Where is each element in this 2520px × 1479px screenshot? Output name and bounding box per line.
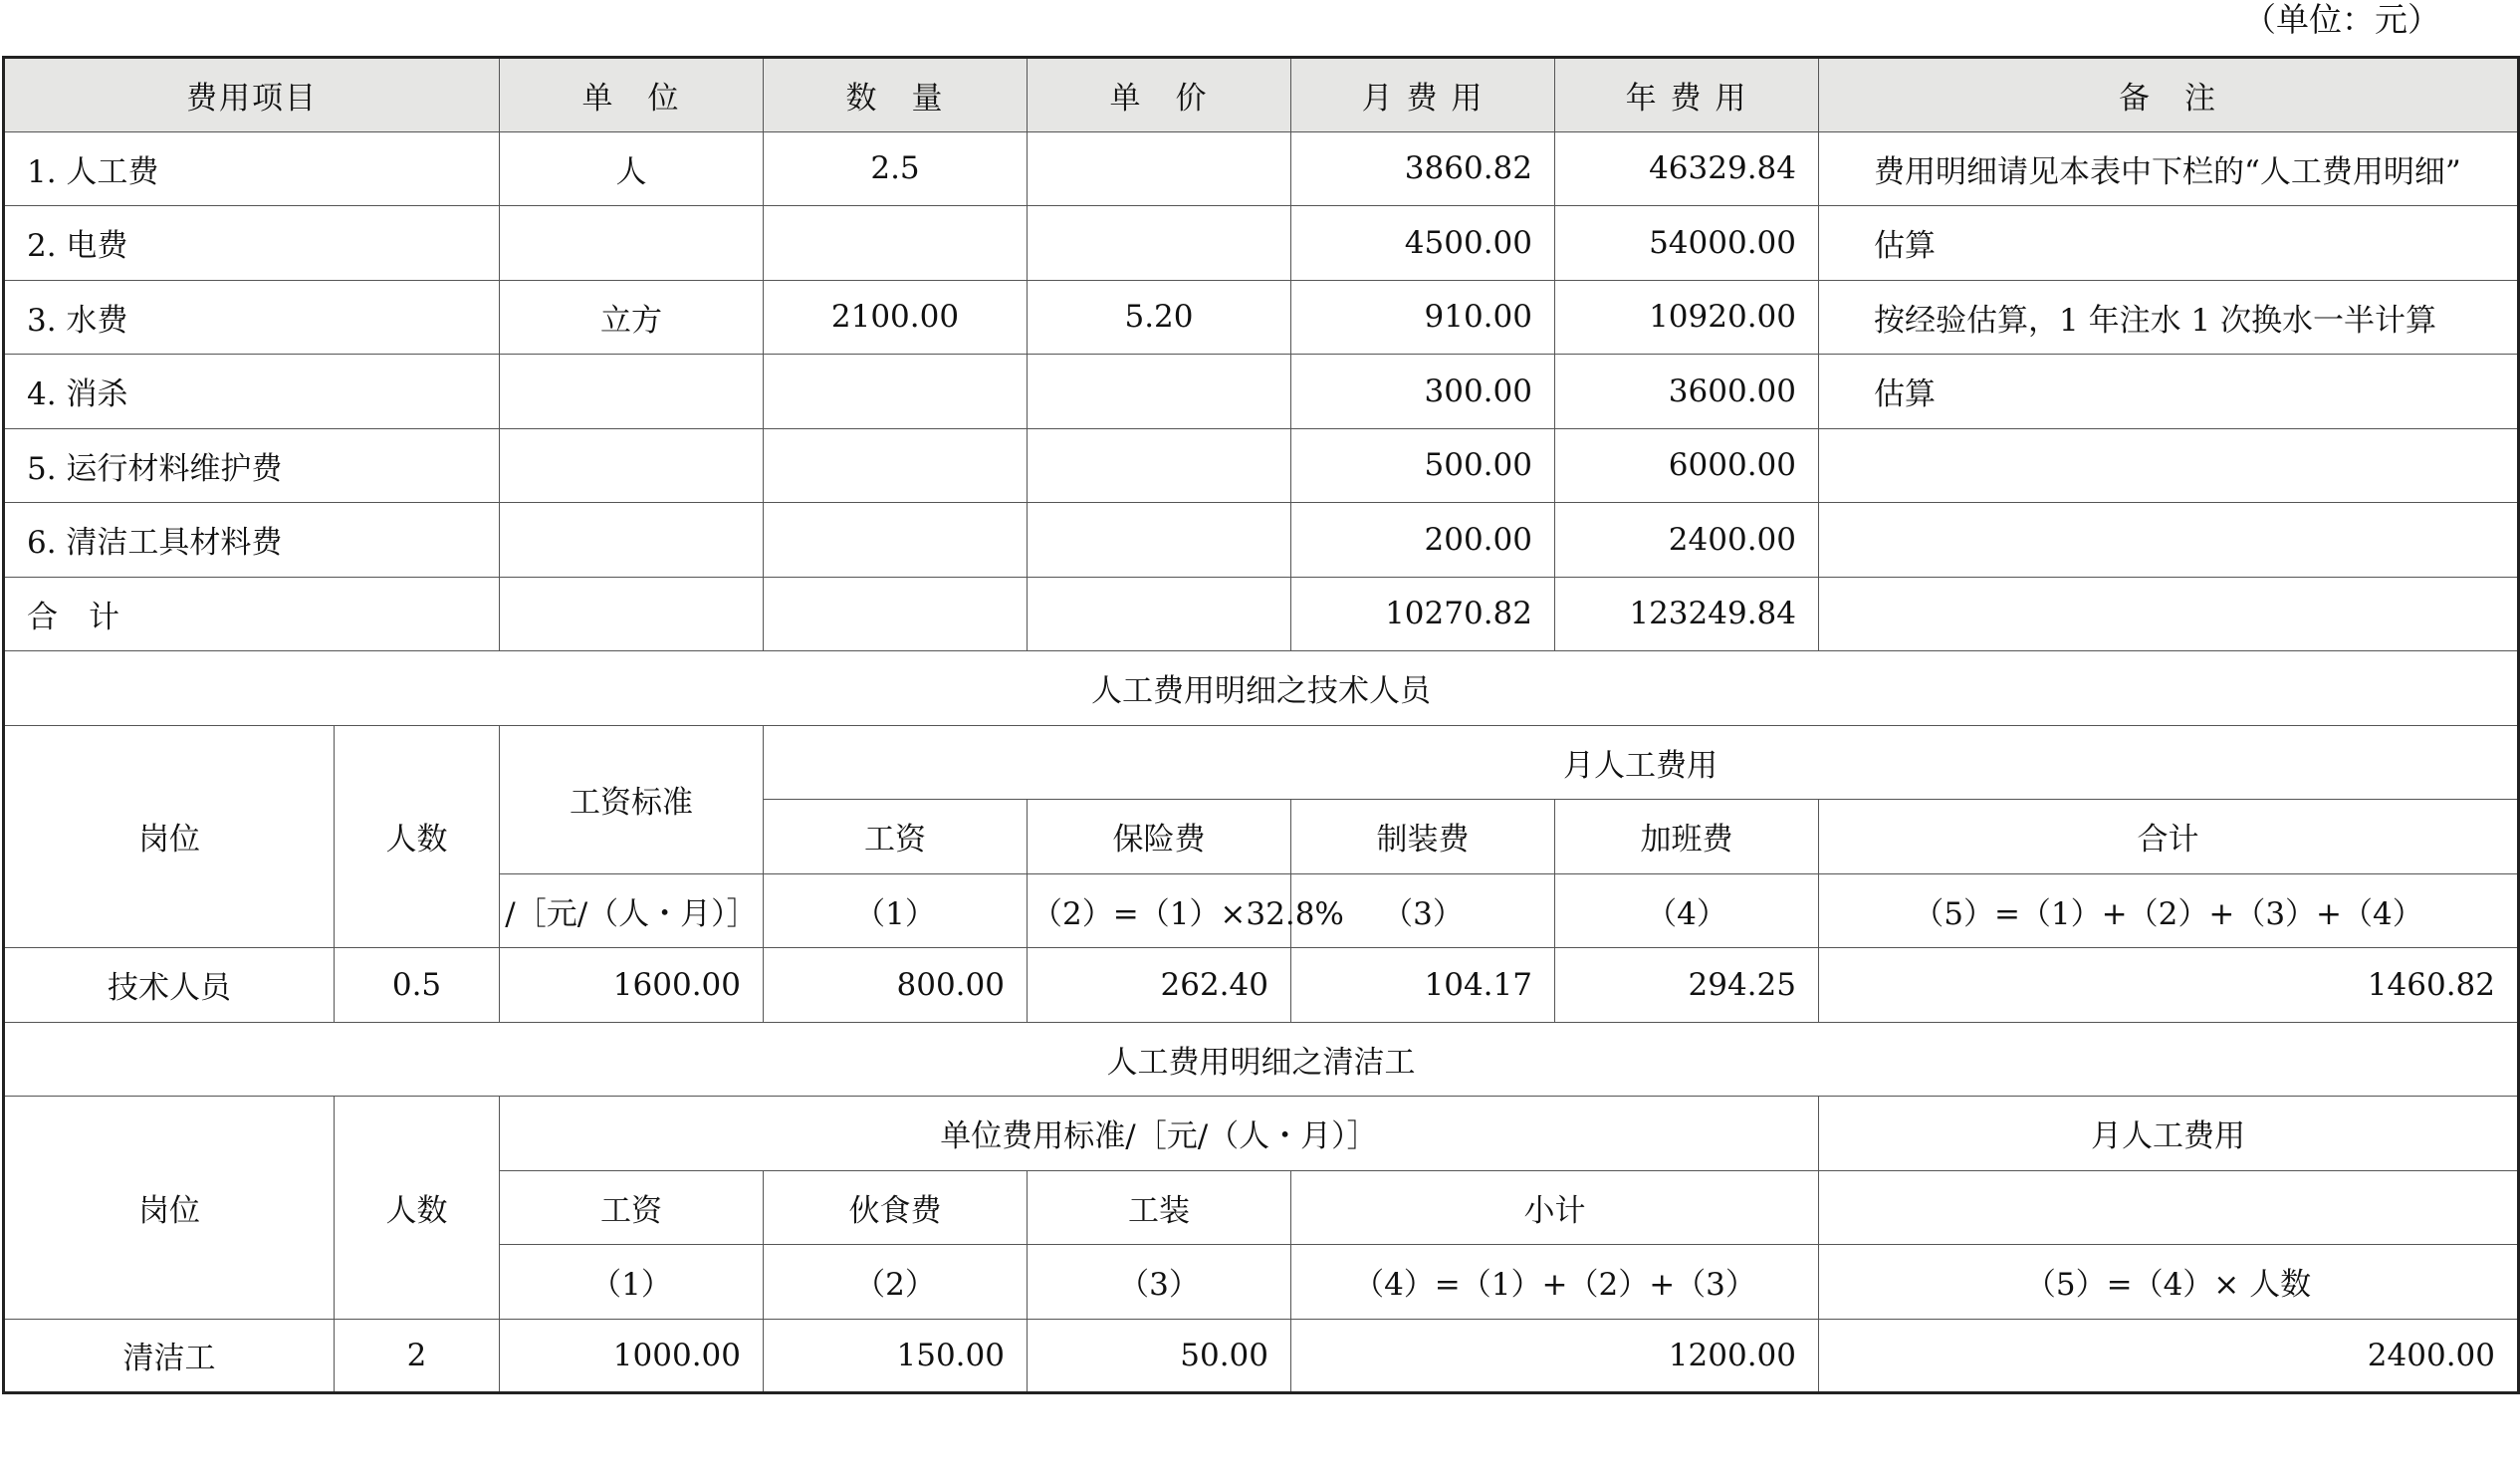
item-cell: 1. 人工费 bbox=[4, 131, 500, 206]
note-cell: 估算 bbox=[1819, 355, 2519, 429]
price-cell bbox=[1028, 503, 1291, 578]
table-row bbox=[4, 206, 2519, 281]
header-qty: 数 量 bbox=[764, 58, 1028, 132]
tech-data-row bbox=[4, 948, 2519, 1023]
tech-count-header: 人数 bbox=[335, 725, 500, 948]
section-title-row bbox=[4, 1022, 2519, 1097]
tech-section-title: 人工费用明细之技术人员 bbox=[4, 651, 2519, 726]
cleaner-col-wage: 工资 bbox=[500, 1170, 764, 1245]
price-cell: 5.20 bbox=[1028, 280, 1291, 355]
cleaner-subtotal: 1200.00 bbox=[1291, 1319, 1819, 1393]
header-unit: 单 位 bbox=[500, 58, 764, 132]
tech-formula: （2）=（1）×32.8% bbox=[1028, 873, 1291, 948]
cleaner-post-header: 岗位 bbox=[4, 1097, 335, 1320]
item-cell: 3. 水费 bbox=[4, 280, 500, 355]
empty-cell bbox=[1028, 577, 1291, 651]
table-row bbox=[4, 503, 2519, 578]
item-cell: 6. 清洁工具材料费 bbox=[4, 503, 500, 578]
annual-cell: 3600.00 bbox=[1555, 355, 1819, 429]
cleaner-col-uniform: 工装 bbox=[1028, 1170, 1291, 1245]
tech-monthly-cost-header: 月人工费用 bbox=[764, 725, 2519, 800]
cleaner-unit-std-header: 单位费用标准/［元/（人・月）］ bbox=[500, 1097, 1819, 1171]
cleaner-total: 2400.00 bbox=[1819, 1319, 2519, 1393]
tech-post-header: 岗位 bbox=[4, 725, 335, 948]
item-cell: 4. 消杀 bbox=[4, 355, 500, 429]
empty-cell bbox=[500, 577, 764, 651]
section-title-row bbox=[4, 651, 2519, 726]
qty-cell: 2100.00 bbox=[764, 280, 1028, 355]
price-cell bbox=[1028, 131, 1291, 206]
header-monthly: 月 费 用 bbox=[1291, 58, 1555, 132]
tech-formula: （5）=（1）+（2）+（3）+（4） bbox=[1819, 873, 2519, 948]
cleaner-data-row bbox=[4, 1319, 2519, 1393]
header-annual: 年 费 用 bbox=[1555, 58, 1819, 132]
cleaner-uniform: 50.00 bbox=[1028, 1319, 1291, 1393]
price-cell bbox=[1028, 355, 1291, 429]
annual-cell: 10920.00 bbox=[1555, 280, 1819, 355]
annual-cell: 54000.00 bbox=[1555, 206, 1819, 281]
tech-wage-std-header: 工资标准 bbox=[500, 725, 764, 873]
unit-cell: 人 bbox=[500, 131, 764, 206]
monthly-cell: 500.00 bbox=[1291, 428, 1555, 503]
price-cell bbox=[1028, 428, 1291, 503]
annual-cell: 46329.84 bbox=[1555, 131, 1819, 206]
header-item: 费用项目 bbox=[4, 58, 500, 132]
tech-col-uniform: 制装费 bbox=[1291, 800, 1555, 874]
empty-cell bbox=[764, 577, 1028, 651]
cleaner-formula: （1） bbox=[500, 1245, 764, 1320]
monthly-cell: 3860.82 bbox=[1291, 131, 1555, 206]
monthly-cell: 4500.00 bbox=[1291, 206, 1555, 281]
monthly-cell: 300.00 bbox=[1291, 355, 1555, 429]
table-row bbox=[4, 428, 2519, 503]
cleaner-count-header: 人数 bbox=[335, 1097, 500, 1320]
unit-cell bbox=[500, 503, 764, 578]
unit-cell bbox=[500, 428, 764, 503]
total-monthly: 10270.82 bbox=[1291, 577, 1555, 651]
cleaner-count: 2 bbox=[335, 1319, 500, 1393]
note-cell: 估算 bbox=[1819, 206, 2519, 281]
unit-cell bbox=[500, 206, 764, 281]
cleaner-formula: （3） bbox=[1028, 1245, 1291, 1320]
item-cell: 2. 电费 bbox=[4, 206, 500, 281]
total-row bbox=[4, 577, 2519, 651]
cleaner-formula: （4）=（1）+（2）+（3） bbox=[1291, 1245, 1819, 1320]
cleaner-col-meal: 伙食费 bbox=[764, 1170, 1028, 1245]
unit-cell: 立方 bbox=[500, 280, 764, 355]
tech-col-insurance: 保险费 bbox=[1028, 800, 1291, 874]
tech-formula: （3） bbox=[1291, 873, 1555, 948]
tech-col-total: 合计 bbox=[1819, 800, 2519, 874]
item-cell: 5. 运行材料维护费 bbox=[4, 428, 500, 503]
tech-col-wage: 工资 bbox=[764, 800, 1028, 874]
cleaner-col-subtotal: 小计 bbox=[1291, 1170, 1819, 1245]
annual-cell: 6000.00 bbox=[1555, 428, 1819, 503]
qty-cell: 2.5 bbox=[764, 131, 1028, 206]
header-note: 备 注 bbox=[1819, 58, 2519, 132]
table-row bbox=[4, 355, 2519, 429]
tech-count: 0.5 bbox=[335, 948, 500, 1023]
cleaner-meal: 150.00 bbox=[764, 1319, 1028, 1393]
cleaner-formula: （5）=（4）× 人数 bbox=[1819, 1245, 2519, 1320]
qty-cell bbox=[764, 355, 1028, 429]
cleaner-formula: （2） bbox=[764, 1245, 1028, 1320]
qty-cell bbox=[764, 206, 1028, 281]
cleaner-header-row-1 bbox=[4, 1097, 2519, 1171]
tech-wage-unit: /［元/（人・月）］ bbox=[500, 873, 764, 948]
note-cell: 按经验估算，1 年注水 1 次换水一半计算 bbox=[1819, 280, 2519, 355]
summary-header-row bbox=[4, 58, 2519, 132]
tech-std: 1600.00 bbox=[500, 948, 764, 1023]
tech-formula: （1） bbox=[764, 873, 1028, 948]
table-row bbox=[4, 280, 2519, 355]
tech-wage: 800.00 bbox=[764, 948, 1028, 1023]
price-cell bbox=[1028, 206, 1291, 281]
tech-overtime: 294.25 bbox=[1555, 948, 1819, 1023]
table-row bbox=[4, 131, 2519, 206]
monthly-cell: 200.00 bbox=[1291, 503, 1555, 578]
header-price: 单 价 bbox=[1028, 58, 1291, 132]
note-cell bbox=[1819, 503, 2519, 578]
cleaner-post: 清洁工 bbox=[4, 1319, 335, 1393]
total-annual: 123249.84 bbox=[1555, 577, 1819, 651]
total-label: 合 计 bbox=[4, 577, 500, 651]
tech-header-row-1 bbox=[4, 725, 2519, 800]
unit-cell bbox=[500, 355, 764, 429]
tech-total: 1460.82 bbox=[1819, 948, 2519, 1023]
cleaner-monthly-cost-header: 月人工费用 bbox=[1819, 1097, 2519, 1171]
cleaner-wage: 1000.00 bbox=[500, 1319, 764, 1393]
qty-cell bbox=[764, 428, 1028, 503]
qty-cell bbox=[764, 503, 1028, 578]
cost-table bbox=[2, 56, 2520, 1394]
empty-cell bbox=[1819, 577, 2519, 651]
note-cell bbox=[1819, 428, 2519, 503]
monthly-cell: 910.00 bbox=[1291, 280, 1555, 355]
tech-col-overtime: 加班费 bbox=[1555, 800, 1819, 874]
annual-cell: 2400.00 bbox=[1555, 503, 1819, 578]
empty-cell bbox=[1819, 1170, 2519, 1245]
unit-note: （单位：元） bbox=[2243, 0, 2440, 39]
tech-post: 技术人员 bbox=[4, 948, 335, 1023]
tech-uniform: 104.17 bbox=[1291, 948, 1555, 1023]
tech-formula: （4） bbox=[1555, 873, 1819, 948]
cleaner-section-title: 人工费用明细之清洁工 bbox=[4, 1022, 2519, 1097]
tech-insurance: 262.40 bbox=[1028, 948, 1291, 1023]
note-cell: 费用明细请见本表中下栏的“人工费用明细” bbox=[1819, 131, 2519, 206]
